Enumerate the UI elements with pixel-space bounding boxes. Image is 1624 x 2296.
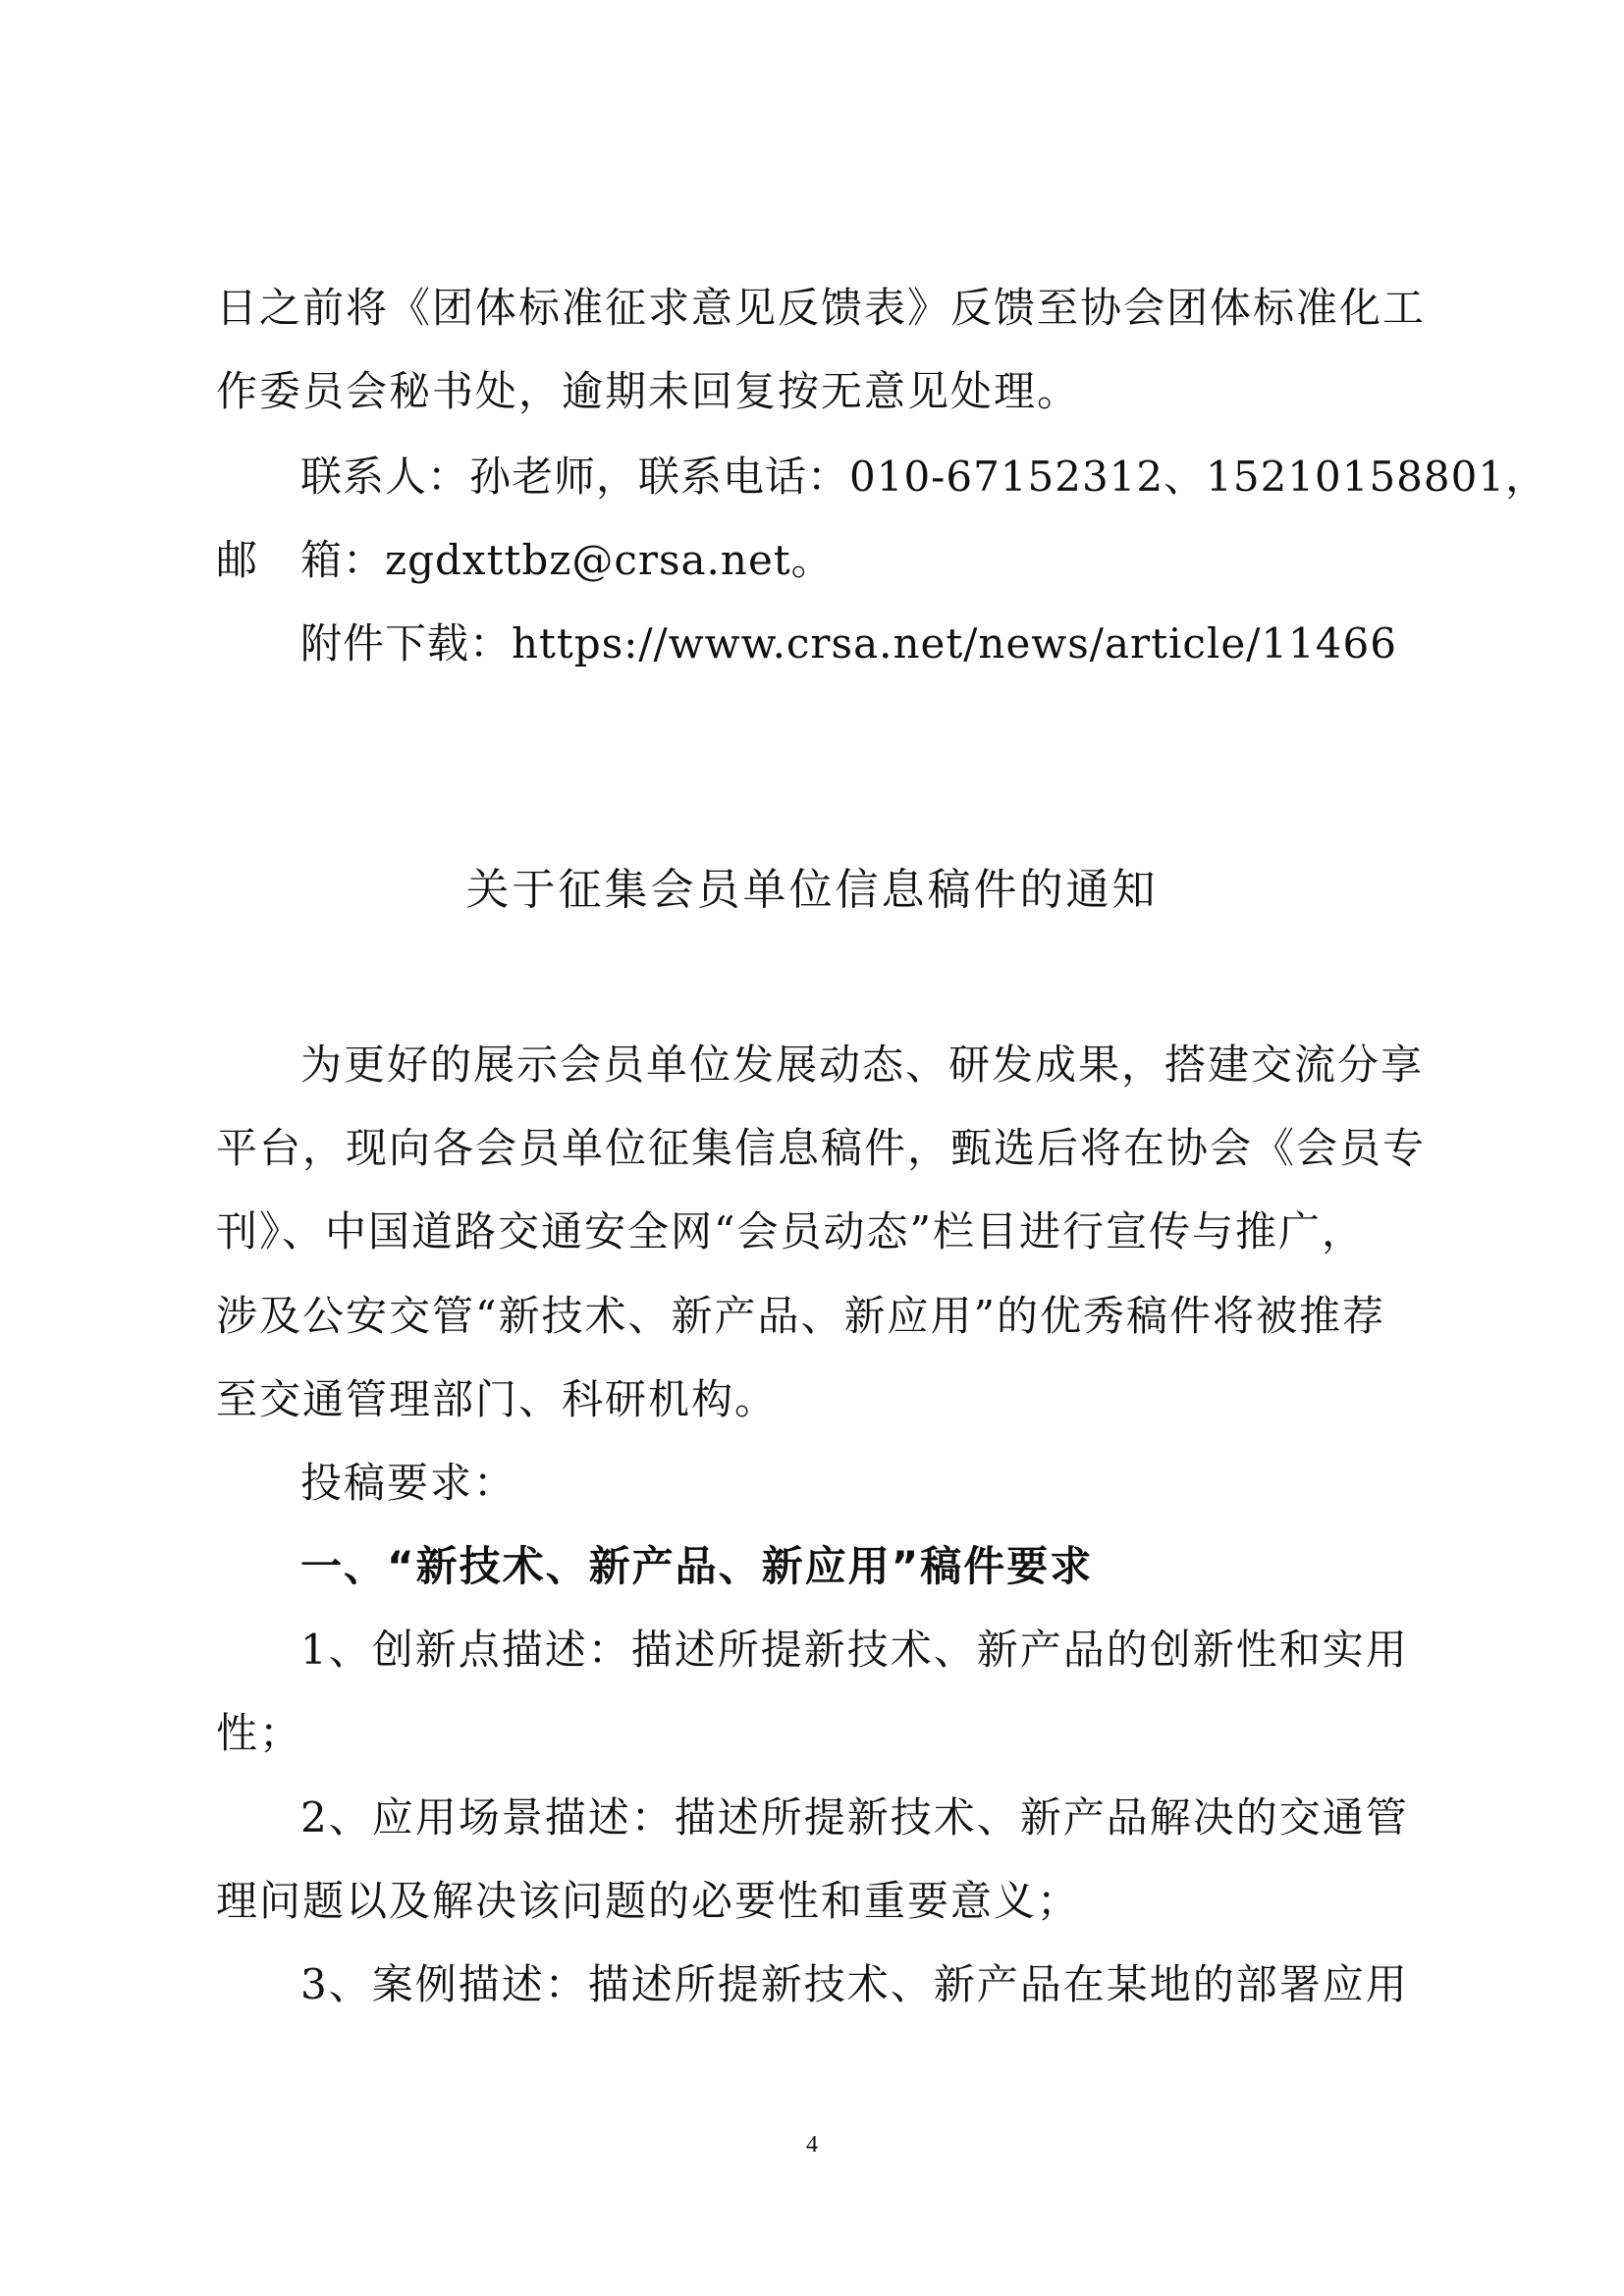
notice-paragraph-line-5: 至交通管理部门、科研机构。 bbox=[216, 1375, 779, 1423]
intro-line-1: 日之前将《团体标准征求意见反馈表》反馈至协会团体标准化工 bbox=[216, 284, 1427, 332]
notice-title: 关于征集会员单位信息稿件的通知 bbox=[465, 865, 1159, 915]
requirement-item-line-4: 理问题以及解决该问题的必要性和重要意义； bbox=[216, 1877, 1081, 1925]
requirement-item-line-5: 3、案例描述：描述所提新技术、新产品在某地的部署应用 bbox=[300, 1960, 1409, 2008]
requirement-item-line-3: 2、应用场景描述：描述所提新技术、新产品解决的交通管 bbox=[300, 1793, 1409, 1842]
notice-paragraph-line-3: 刊》、中国道路交通安全网“会员动态”栏目进行宣传与推广， bbox=[216, 1207, 1365, 1255]
requirement-item-line-1: 1、创新点描述：描述所提新技术、新产品的创新性和实用 bbox=[300, 1626, 1409, 1674]
contact-line-2: 邮 箱：zgdxttbz@crsa.net。 bbox=[216, 536, 834, 584]
attachment-link-line: 附件下载：https://www.crsa.net/news/article/11466 bbox=[300, 619, 1397, 667]
contact-line-1: 联系人：孙老师，联系电话：010-67152312、15210158801， bbox=[300, 453, 1548, 501]
intro-line-2: 作委员会秘书处，逾期未回复按无意见处理。 bbox=[216, 367, 1081, 415]
notice-paragraph-line-1: 为更好的展示会员单位发展动态、研发成果，搭建交流分享 bbox=[300, 1041, 1425, 1089]
notice-paragraph-line-4: 涉及公安交管“新技术、新产品、新应用”的优秀稿件将被推荐 bbox=[216, 1292, 1385, 1340]
notice-paragraph-line-2: 平台，现向各会员单位征集信息稿件，甄选后将在协会《会员专 bbox=[216, 1124, 1427, 1172]
requirements-label: 投稿要求： bbox=[300, 1459, 517, 1507]
requirement-item-line-2: 性； bbox=[216, 1709, 303, 1757]
section-heading: 一、“新技术、新产品、新应用”稿件要求 bbox=[300, 1542, 1094, 1590]
page-number: 4 bbox=[806, 2132, 818, 2158]
